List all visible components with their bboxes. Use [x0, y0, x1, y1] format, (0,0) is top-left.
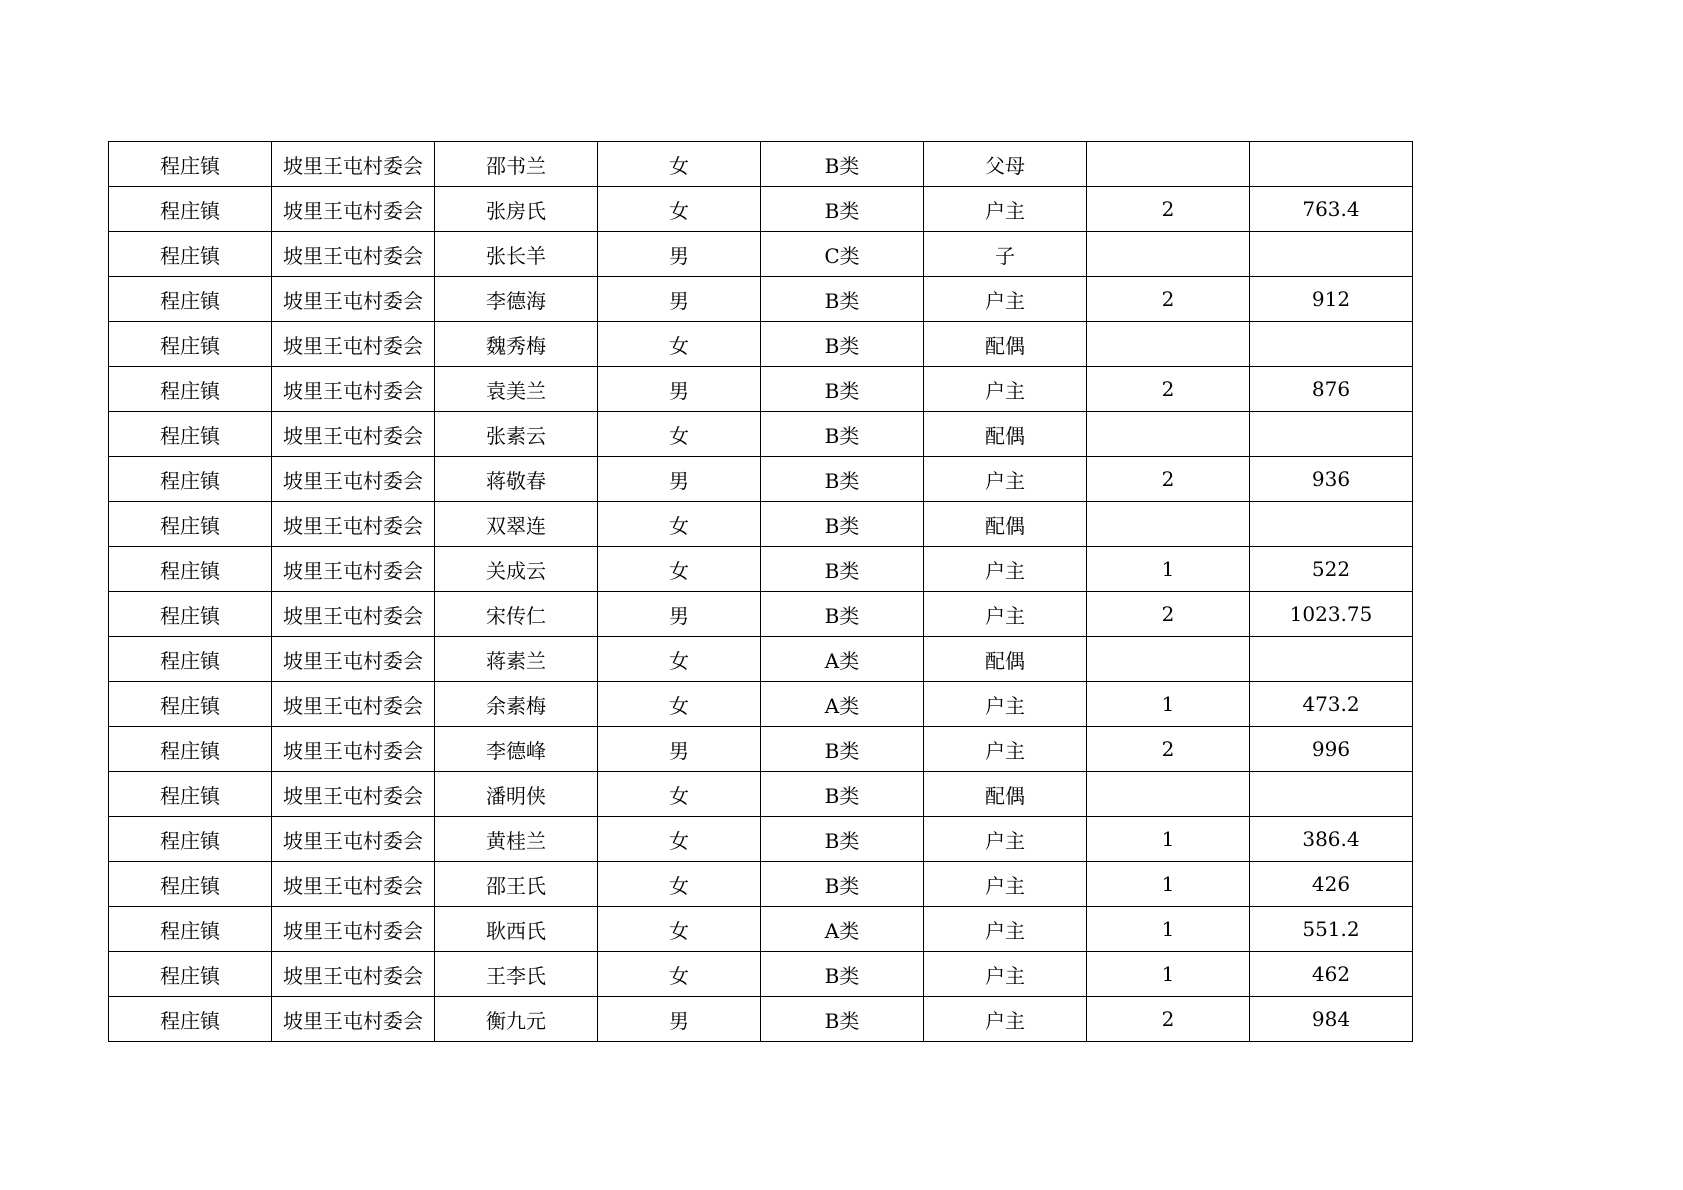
village-committee-cell: 坡里王屯村委会 [272, 232, 435, 277]
household-size-cell [1087, 322, 1250, 367]
household-size-cell: 1 [1087, 907, 1250, 952]
town-cell: 程庄镇 [109, 142, 272, 187]
name-cell: 耿西氏 [435, 907, 598, 952]
name-cell: 宋传仁 [435, 592, 598, 637]
table-row [109, 862, 1413, 907]
category-cell: B类 [761, 817, 924, 862]
category-cell: B类 [761, 862, 924, 907]
gender-cell: 女 [598, 772, 761, 817]
village-committee-cell: 坡里王屯村委会 [272, 322, 435, 367]
household-size-cell [1087, 772, 1250, 817]
household-size-cell: 2 [1087, 457, 1250, 502]
relation-cell: 户主 [924, 547, 1087, 592]
name-cell: 衡九元 [435, 997, 598, 1042]
household-size-cell: 1 [1087, 952, 1250, 997]
table-row [109, 502, 1413, 547]
category-cell: B类 [761, 277, 924, 322]
category-cell: A类 [761, 682, 924, 727]
town-cell: 程庄镇 [109, 457, 272, 502]
town-cell: 程庄镇 [109, 952, 272, 997]
gender-cell: 男 [598, 457, 761, 502]
relation-cell: 户主 [924, 907, 1087, 952]
category-cell: B类 [761, 772, 924, 817]
relation-cell: 配偶 [924, 772, 1087, 817]
town-cell: 程庄镇 [109, 637, 272, 682]
town-cell: 程庄镇 [109, 727, 272, 772]
relation-cell: 户主 [924, 457, 1087, 502]
amount-cell: 984 [1250, 997, 1413, 1042]
category-cell: B类 [761, 142, 924, 187]
village-committee-cell: 坡里王屯村委会 [272, 367, 435, 412]
household-size-cell: 2 [1087, 187, 1250, 232]
amount-cell: 426 [1250, 862, 1413, 907]
amount-cell: 912 [1250, 277, 1413, 322]
amount-cell: 473.2 [1250, 682, 1413, 727]
table-row [109, 727, 1413, 772]
household-size-cell: 1 [1087, 547, 1250, 592]
category-cell: B类 [761, 457, 924, 502]
household-size-cell [1087, 142, 1250, 187]
town-cell: 程庄镇 [109, 907, 272, 952]
village-committee-cell: 坡里王屯村委会 [272, 142, 435, 187]
relation-cell: 户主 [924, 277, 1087, 322]
amount-cell: 551.2 [1250, 907, 1413, 952]
name-cell: 余素梅 [435, 682, 598, 727]
amount-cell [1250, 502, 1413, 547]
table-row [109, 997, 1413, 1042]
table-row [109, 412, 1413, 457]
name-cell: 李德峰 [435, 727, 598, 772]
category-cell: B类 [761, 952, 924, 997]
gender-cell: 女 [598, 142, 761, 187]
gender-cell: 女 [598, 412, 761, 457]
town-cell: 程庄镇 [109, 862, 272, 907]
town-cell: 程庄镇 [109, 412, 272, 457]
gender-cell: 男 [598, 232, 761, 277]
relation-cell: 配偶 [924, 412, 1087, 457]
name-cell: 邵书兰 [435, 142, 598, 187]
amount-cell [1250, 637, 1413, 682]
gender-cell: 女 [598, 322, 761, 367]
town-cell: 程庄镇 [109, 772, 272, 817]
household-size-cell [1087, 232, 1250, 277]
amount-cell: 522 [1250, 547, 1413, 592]
amount-cell: 996 [1250, 727, 1413, 772]
gender-cell: 女 [598, 862, 761, 907]
gender-cell: 女 [598, 547, 761, 592]
household-size-cell: 1 [1087, 862, 1250, 907]
household-size-cell: 1 [1087, 682, 1250, 727]
table-row [109, 637, 1413, 682]
gender-cell: 男 [598, 592, 761, 637]
amount-cell [1250, 142, 1413, 187]
category-cell: A类 [761, 637, 924, 682]
household-size-cell: 2 [1087, 367, 1250, 412]
table-row [109, 457, 1413, 502]
name-cell: 关成云 [435, 547, 598, 592]
category-cell: A类 [761, 907, 924, 952]
table-row [109, 187, 1413, 232]
table-body [109, 142, 1413, 1042]
village-committee-cell: 坡里王屯村委会 [272, 637, 435, 682]
village-committee-cell: 坡里王屯村委会 [272, 997, 435, 1042]
relation-cell: 户主 [924, 862, 1087, 907]
name-cell: 蒋敬春 [435, 457, 598, 502]
household-size-cell: 2 [1087, 997, 1250, 1042]
gender-cell: 女 [598, 637, 761, 682]
amount-cell: 936 [1250, 457, 1413, 502]
gender-cell: 女 [598, 952, 761, 997]
relation-cell: 配偶 [924, 637, 1087, 682]
household-size-cell: 1 [1087, 817, 1250, 862]
category-cell: C类 [761, 232, 924, 277]
town-cell: 程庄镇 [109, 997, 272, 1042]
amount-cell [1250, 322, 1413, 367]
table-row [109, 772, 1413, 817]
table-row [109, 367, 1413, 412]
village-committee-cell: 坡里王屯村委会 [272, 592, 435, 637]
table-row [109, 277, 1413, 322]
table-row [109, 142, 1413, 187]
gender-cell: 男 [598, 367, 761, 412]
gender-cell: 女 [598, 502, 761, 547]
category-cell: B类 [761, 502, 924, 547]
name-cell: 黄桂兰 [435, 817, 598, 862]
data-table [108, 141, 1413, 1042]
category-cell: B类 [761, 187, 924, 232]
name-cell: 张长羊 [435, 232, 598, 277]
name-cell: 潘明侠 [435, 772, 598, 817]
relation-cell: 户主 [924, 997, 1087, 1042]
household-size-cell: 2 [1087, 277, 1250, 322]
town-cell: 程庄镇 [109, 322, 272, 367]
gender-cell: 女 [598, 682, 761, 727]
village-committee-cell: 坡里王屯村委会 [272, 412, 435, 457]
town-cell: 程庄镇 [109, 502, 272, 547]
amount-cell: 1023.75 [1250, 592, 1413, 637]
name-cell: 李德海 [435, 277, 598, 322]
table-row [109, 952, 1413, 997]
amount-cell [1250, 232, 1413, 277]
gender-cell: 女 [598, 907, 761, 952]
village-committee-cell: 坡里王屯村委会 [272, 457, 435, 502]
household-size-cell [1087, 637, 1250, 682]
name-cell: 邵王氏 [435, 862, 598, 907]
category-cell: B类 [761, 412, 924, 457]
household-size-cell [1087, 412, 1250, 457]
village-committee-cell: 坡里王屯村委会 [272, 682, 435, 727]
name-cell: 张素云 [435, 412, 598, 457]
category-cell: B类 [761, 322, 924, 367]
relation-cell: 户主 [924, 187, 1087, 232]
table-row [109, 232, 1413, 277]
amount-cell: 763.4 [1250, 187, 1413, 232]
town-cell: 程庄镇 [109, 367, 272, 412]
household-size-cell: 2 [1087, 727, 1250, 772]
amount-cell: 386.4 [1250, 817, 1413, 862]
town-cell: 程庄镇 [109, 232, 272, 277]
gender-cell: 女 [598, 817, 761, 862]
name-cell: 袁美兰 [435, 367, 598, 412]
town-cell: 程庄镇 [109, 817, 272, 862]
name-cell: 张房氏 [435, 187, 598, 232]
household-size-cell: 2 [1087, 592, 1250, 637]
table-row [109, 547, 1413, 592]
name-cell: 王李氏 [435, 952, 598, 997]
table-row [109, 907, 1413, 952]
gender-cell: 男 [598, 277, 761, 322]
relation-cell: 户主 [924, 727, 1087, 772]
amount-cell [1250, 772, 1413, 817]
category-cell: B类 [761, 997, 924, 1042]
table-row [109, 322, 1413, 367]
village-committee-cell: 坡里王屯村委会 [272, 862, 435, 907]
village-committee-cell: 坡里王屯村委会 [272, 502, 435, 547]
table-row [109, 592, 1413, 637]
relation-cell: 户主 [924, 817, 1087, 862]
category-cell: B类 [761, 547, 924, 592]
amount-cell: 876 [1250, 367, 1413, 412]
town-cell: 程庄镇 [109, 277, 272, 322]
relation-cell: 户主 [924, 682, 1087, 727]
village-committee-cell: 坡里王屯村委会 [272, 727, 435, 772]
relation-cell: 户主 [924, 952, 1087, 997]
table-row [109, 682, 1413, 727]
village-committee-cell: 坡里王屯村委会 [272, 907, 435, 952]
relation-cell: 配偶 [924, 502, 1087, 547]
amount-cell [1250, 412, 1413, 457]
town-cell: 程庄镇 [109, 187, 272, 232]
name-cell: 双翠连 [435, 502, 598, 547]
gender-cell: 女 [598, 187, 761, 232]
category-cell: B类 [761, 727, 924, 772]
village-committee-cell: 坡里王屯村委会 [272, 547, 435, 592]
village-committee-cell: 坡里王屯村委会 [272, 187, 435, 232]
relation-cell: 子 [924, 232, 1087, 277]
amount-cell: 462 [1250, 952, 1413, 997]
relation-cell: 父母 [924, 142, 1087, 187]
village-committee-cell: 坡里王屯村委会 [272, 772, 435, 817]
relation-cell: 户主 [924, 592, 1087, 637]
relation-cell: 户主 [924, 367, 1087, 412]
village-committee-cell: 坡里王屯村委会 [272, 952, 435, 997]
town-cell: 程庄镇 [109, 592, 272, 637]
relation-cell: 配偶 [924, 322, 1087, 367]
gender-cell: 男 [598, 997, 761, 1042]
table-row [109, 817, 1413, 862]
village-committee-cell: 坡里王屯村委会 [272, 277, 435, 322]
name-cell: 蒋素兰 [435, 637, 598, 682]
category-cell: B类 [761, 367, 924, 412]
name-cell: 魏秀梅 [435, 322, 598, 367]
gender-cell: 男 [598, 727, 761, 772]
town-cell: 程庄镇 [109, 682, 272, 727]
category-cell: B类 [761, 592, 924, 637]
town-cell: 程庄镇 [109, 547, 272, 592]
household-size-cell [1087, 502, 1250, 547]
village-committee-cell: 坡里王屯村委会 [272, 817, 435, 862]
